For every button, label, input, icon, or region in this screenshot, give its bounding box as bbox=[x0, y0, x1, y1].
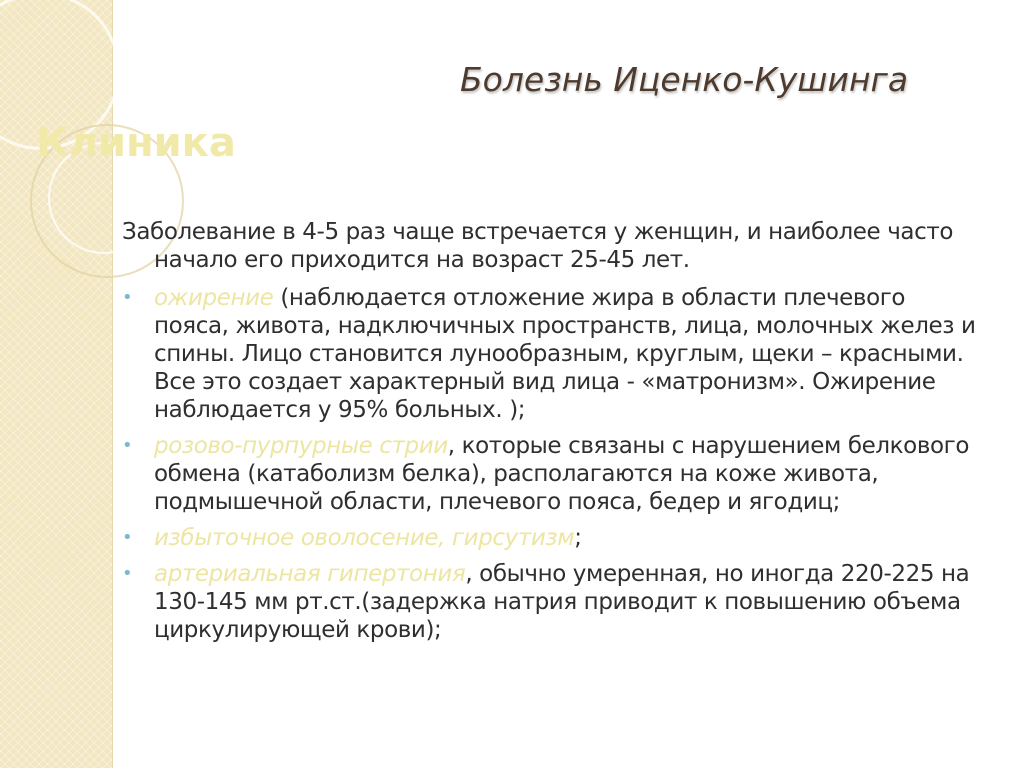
bullet-icon: • bbox=[122, 435, 133, 456]
list-item bbox=[122, 560, 982, 644]
symptom-description: (наблюдается отложение жира в области плечевого пояса, живота, надключичных пространств, лица, молочных желез и спины. Лицо становится лунообразным, круглым, щеки – красными. Все это создает характерный вид лица - «матронизм». Ожирение наблюдается у 95% больных. ); bbox=[154, 285, 976, 423]
symptom-description: , которые связаны с нарушением белкового обмена (катаболизм белка), располагаются на коже живота, подмышечной области, плечевого пояса, бедер и ягодиц; bbox=[154, 433, 970, 515]
list-item bbox=[122, 284, 982, 424]
list-item bbox=[122, 524, 982, 552]
symptom-term: ожирение bbox=[154, 285, 274, 311]
symptom-term: розово-пурпурные стрии bbox=[154, 433, 448, 459]
slide-title: Болезнь Иценко-Кушинга bbox=[460, 60, 909, 99]
list-item bbox=[122, 432, 982, 516]
intro-paragraph: Заболевание в 4-5 раз чаще встречается у женщин, и наиболее часто начало его приходится на возраст 25-45 лет. bbox=[122, 219, 954, 273]
symptom-term: артериальная гипертония bbox=[154, 561, 466, 587]
symptom-term: избыточное оволосение, гирсутизм bbox=[154, 525, 575, 551]
bullet-icon: • bbox=[122, 287, 133, 308]
symptom-list bbox=[122, 284, 982, 644]
bullet-icon: • bbox=[122, 527, 133, 548]
symptom-description: , обычно умеренная, но иногда 220-225 на 130-145 мм рт.ст.(задержка натрия приводит к повышению объема циркулирующей крови); bbox=[154, 561, 970, 643]
bullet-icon: • bbox=[122, 563, 133, 584]
slide-subtitle: Клиника bbox=[36, 120, 236, 166]
symptom-description: ; bbox=[574, 525, 582, 551]
slide-body bbox=[122, 218, 982, 652]
